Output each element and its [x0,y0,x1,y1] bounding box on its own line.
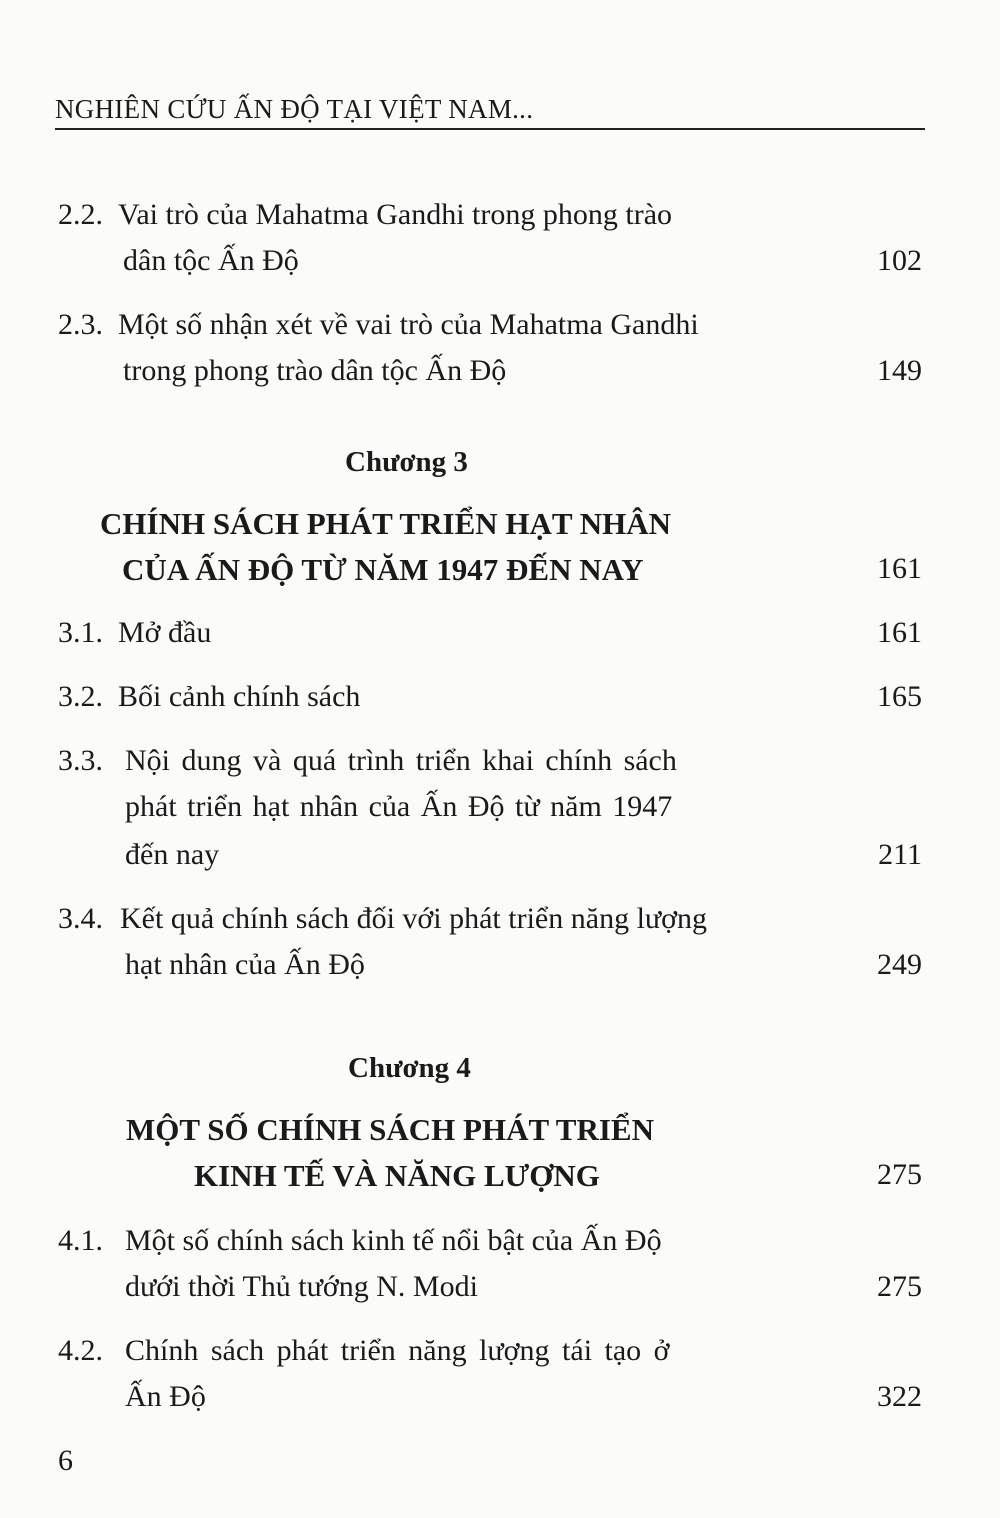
toc-entry-page: 149 [877,354,922,387]
toc-entry-number: 4.2. [58,1334,103,1367]
toc-entry-page: 165 [877,680,922,713]
running-header-title: NGHIÊN CỨU ẤN ĐỘ TẠI VIỆT NAM... [55,94,534,124]
page-number: 6 [58,1444,73,1477]
toc-entry-text-line: Kết quả chính sách đối với phát triển năng lượng [120,902,708,935]
toc-entry-text-line: Chính sách phát triển năng lượng tái tạo ở [125,1334,670,1367]
toc-entry-number: 3.4. [58,902,103,935]
toc-entry-text-line: Một số chính sách kinh tế nổi bật của Ấn Độ [125,1224,662,1257]
chapter-title-line: MỘT SỐ CHÍNH SÁCH PHÁT TRIỂN [126,1112,654,1147]
toc-entry-number: 2.3. [58,308,103,341]
chapter-label: Chương 3 [345,446,468,478]
toc-entry-number: 2.2. [58,198,103,231]
toc-entry-text-line: đến nay [125,838,220,871]
toc-entry-text-line: Bối cảnh chính sách [118,680,361,713]
toc-entry-text-line: Nội dung và quá trình triển khai chính sách [125,744,677,777]
chapter-title-line: CỦA ẤN ĐỘ TỪ NĂM 1947 ĐẾN NAY [122,552,644,587]
toc-entry-text-line: hạt nhân của Ấn Độ [125,948,365,981]
chapter-title-line: KINH TẾ VÀ NĂNG LƯỢNG [194,1158,600,1193]
toc-entry-number: 4.1. [58,1224,103,1257]
toc-entry-number: 3.1. [58,616,103,649]
toc-entry-text-line: phát triển hạt nhân của Ấn Độ từ năm 1947 [125,790,673,823]
toc-entry-number: 3.2. [58,680,103,713]
toc-entry-page: 275 [877,1158,922,1191]
chapter-label: Chương 4 [348,1052,471,1084]
toc-entry-page: 322 [877,1380,922,1413]
toc-entry-page: 211 [878,838,922,871]
toc-entry-page: 161 [877,552,922,585]
toc-entry-page: 161 [877,616,922,649]
toc-entry-text-line: trong phong trào dân tộc Ấn Độ [123,354,507,387]
running-header [55,88,925,130]
toc-entry-text-line: Mở đầu [118,616,212,649]
toc-entry-number: 3.3. [58,744,103,777]
toc-entry-page: 249 [877,948,922,981]
toc-entry-text-line: dưới thời Thủ tướng N. Modi [125,1270,478,1303]
toc-entry-page: 275 [877,1270,922,1303]
toc-entry-text-line: Vai trò của Mahatma Gandhi trong phong trào [118,198,673,231]
chapter-title-line: CHÍNH SÁCH PHÁT TRIỂN HẠT NHÂN [100,506,672,541]
toc-entry-page: 102 [877,244,922,277]
toc-entry-text-line: dân tộc Ấn Độ [123,244,299,277]
toc-entry-text-line: Ấn Độ [125,1380,206,1413]
toc-entry-text-line: Một số nhận xét về vai trò của Mahatma Gandhi [118,308,699,341]
